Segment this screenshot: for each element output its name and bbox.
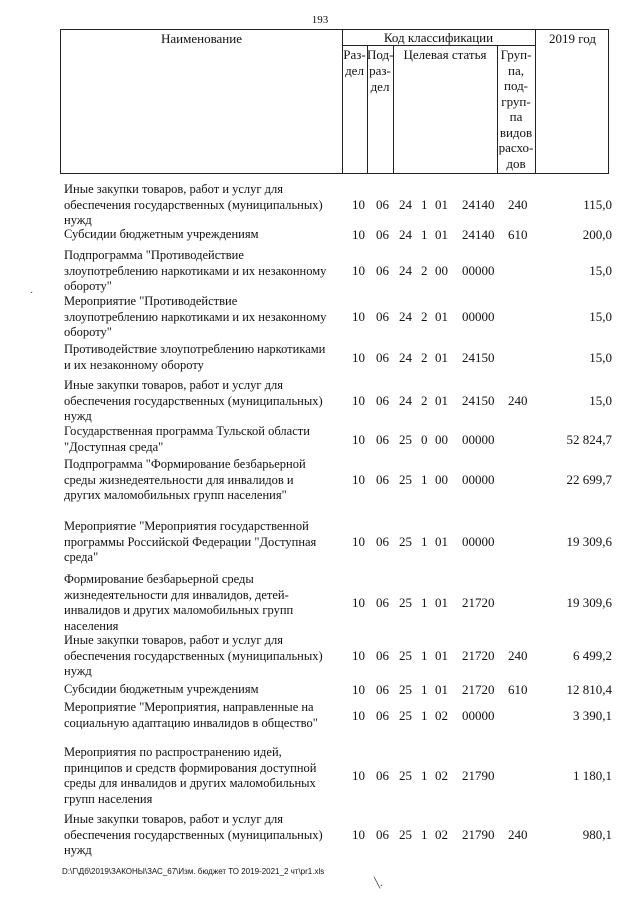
header-name: Наименование [161, 31, 242, 46]
row-code-c2: 1 [421, 708, 428, 723]
row-name: Субсидии бюджетным учреждениям [64, 227, 259, 241]
row-code-r: 10 [352, 197, 365, 212]
row-name: Иные закупки товаров, работ и услуг для обеспечения государственных (муниципальных) нужд [64, 633, 323, 678]
row-code-c3: 01 [435, 682, 448, 697]
row-code-c3: 01 [435, 309, 448, 324]
row-code-p: 06 [376, 350, 389, 365]
row-code-r: 10 [352, 393, 365, 408]
row-code-g: 240 [508, 827, 528, 842]
row-code-p: 06 [376, 432, 389, 447]
row-code-r: 10 [352, 472, 365, 487]
row-value-2019: 115,0 [583, 197, 612, 212]
row-value-2019: 980,1 [582, 827, 612, 842]
row-code-p: 06 [376, 227, 389, 242]
row-code-r: 10 [352, 534, 365, 549]
row-code-c4: 21790 [462, 827, 495, 842]
header-year: 2019 год [549, 31, 596, 46]
row-code-p: 06 [376, 648, 389, 663]
header-podrazdel: Под- раз- дел [367, 47, 394, 94]
row-value-2019: 15,0 [589, 393, 612, 408]
row-code-c1: 25 [399, 432, 412, 447]
scan-mark: ╲. [374, 878, 383, 889]
header-celevaya: Целевая статья [403, 47, 487, 62]
row-code-c4: 00000 [462, 534, 495, 549]
row-code-g: 610 [508, 682, 528, 697]
row-name: Мероприятие "Мероприятия государственной программы Российской Федерации "Доступная среда" [64, 519, 317, 564]
row-code-c3: 02 [435, 827, 448, 842]
row-code-p: 06 [376, 393, 389, 408]
row-code-c3: 00 [435, 432, 448, 447]
row-code-c2: 1 [421, 534, 428, 549]
row-code-p: 06 [376, 309, 389, 324]
scan-mark: · [30, 288, 34, 299]
row-name: Мероприятия по распространению идей, принципов и средств формирования доступной среды для инвалидов и других маломобильных групп населения [64, 745, 317, 806]
row-code-r: 10 [352, 648, 365, 663]
row-code-c1: 25 [399, 648, 412, 663]
row-value-2019: 3 390,1 [573, 708, 612, 723]
row-name: Субсидии бюджетным учреждениям [64, 682, 259, 696]
row-code-p: 06 [376, 472, 389, 487]
row-name: Формирование безбарьерной среды жизнедеятельности для инвалидов, детей- инвалидов и других маломобильных групп населения [64, 572, 294, 633]
row-code-g: 240 [508, 648, 528, 663]
row-code-c4: 24140 [462, 227, 495, 242]
row-code-r: 10 [352, 708, 365, 723]
row-code-c1: 24 [399, 263, 412, 278]
row-name: Иные закупки товаров, работ и услуг для обеспечения государственных (муниципальных) нужд [64, 812, 323, 857]
page-number: 193 [311, 14, 329, 26]
row-code-c4: 00000 [462, 309, 495, 324]
row-code-p: 06 [376, 708, 389, 723]
table-header [60, 29, 609, 174]
row-code-c1: 24 [399, 393, 412, 408]
row-code-c4: 24150 [462, 393, 495, 408]
row-code-c2: 0 [421, 432, 428, 447]
row-code-c1: 24 [399, 197, 412, 212]
row-code-c2: 1 [421, 827, 428, 842]
row-code-g: 240 [508, 393, 528, 408]
row-name: Подпрограмма "Противодействие злоупотреблению наркотиками и их незаконному обороту" [64, 248, 327, 293]
row-code-c1: 24 [399, 309, 412, 324]
row-code-c1: 25 [399, 768, 412, 783]
row-code-r: 10 [352, 595, 365, 610]
row-code-p: 06 [376, 827, 389, 842]
row-code-c4: 21720 [462, 648, 495, 663]
row-code-c3: 01 [435, 648, 448, 663]
row-code-c1: 25 [399, 682, 412, 697]
row-value-2019: 15,0 [589, 309, 612, 324]
row-value-2019: 6 499,2 [573, 648, 612, 663]
row-code-r: 10 [352, 827, 365, 842]
row-code-p: 06 [376, 197, 389, 212]
row-code-c3: 02 [435, 768, 448, 783]
row-code-c1: 25 [399, 708, 412, 723]
row-code-c1: 24 [399, 227, 412, 242]
row-code-r: 10 [352, 309, 365, 324]
row-code-c4: 24150 [462, 350, 495, 365]
row-code-c3: 01 [435, 350, 448, 365]
row-name: Государственная программа Тульской области "Доступная среда" [64, 424, 310, 454]
row-code-c3: 01 [435, 534, 448, 549]
row-code-c2: 1 [421, 682, 428, 697]
row-code-p: 06 [376, 768, 389, 783]
row-code-c3: 02 [435, 708, 448, 723]
row-code-p: 06 [376, 263, 389, 278]
row-code-r: 10 [352, 432, 365, 447]
header-code: Код классификации [383, 30, 494, 45]
row-code-c1: 25 [399, 595, 412, 610]
row-code-c2: 1 [421, 472, 428, 487]
row-code-c3: 01 [435, 227, 448, 242]
row-code-c4: 00000 [462, 708, 495, 723]
row-code-c4: 21720 [462, 595, 495, 610]
row-code-r: 10 [352, 682, 365, 697]
row-code-c2: 1 [421, 197, 428, 212]
row-name: Мероприятие "Противодействие злоупотреблению наркотиками и их незаконному обороту" [64, 294, 327, 339]
row-code-c1: 25 [399, 827, 412, 842]
row-value-2019: 15,0 [589, 263, 612, 278]
row-value-2019: 22 699,7 [566, 472, 612, 487]
row-name: Мероприятие "Мероприятия, направленные на социальную адаптацию инвалидов в общество" [64, 700, 318, 730]
header-gruppa: Груп- па, под- груп- па видов расхо- дов [498, 47, 534, 171]
row-code-c4: 21790 [462, 768, 495, 783]
row-code-c2: 1 [421, 227, 428, 242]
row-code-r: 10 [352, 350, 365, 365]
row-code-c4: 00000 [462, 263, 495, 278]
row-code-c3: 01 [435, 197, 448, 212]
row-code-c4: 00000 [462, 472, 495, 487]
row-code-c1: 25 [399, 472, 412, 487]
row-code-c3: 01 [435, 595, 448, 610]
row-code-c2: 1 [421, 595, 428, 610]
file-path-footer: D:\Г\Дб\2019\ЗАКОНЫ\ЗАС_67\Изм. бюджет ТО 2019-2021_2 чт\pr1.xls [62, 867, 325, 876]
row-code-c4: 24140 [462, 197, 495, 212]
row-code-c3: 01 [435, 393, 448, 408]
row-code-c1: 24 [399, 350, 412, 365]
row-code-p: 06 [376, 682, 389, 697]
row-value-2019: 1 180,1 [573, 768, 612, 783]
row-code-c2: 2 [421, 263, 428, 278]
row-name: Иные закупки товаров, работ и услуг для обеспечения государственных (муниципальных) нужд [64, 182, 323, 227]
row-value-2019: 19 309,6 [566, 595, 612, 610]
row-value-2019: 52 824,7 [566, 432, 612, 447]
row-code-c1: 25 [399, 534, 412, 549]
row-code-c4: 00000 [462, 432, 495, 447]
row-value-2019: 15,0 [589, 350, 612, 365]
row-code-r: 10 [352, 263, 365, 278]
row-code-p: 06 [376, 595, 389, 610]
row-name: Иные закупки товаров, работ и услуг для обеспечения государственных (муниципальных) нужд [64, 378, 323, 423]
row-name: Противодействие злоупотреблению наркотиками и их незаконному обороту [64, 342, 326, 372]
row-code-c2: 2 [421, 350, 428, 365]
row-code-c3: 00 [435, 263, 448, 278]
row-code-r: 10 [352, 768, 365, 783]
row-code-c3: 00 [435, 472, 448, 487]
row-code-c4: 21720 [462, 682, 495, 697]
row-code-c2: 1 [421, 648, 428, 663]
row-value-2019: 19 309,6 [566, 534, 612, 549]
header-razdel: Раз- дел [343, 47, 366, 78]
row-code-g: 240 [508, 197, 528, 212]
row-code-p: 06 [376, 534, 389, 549]
row-name: Подпрограмма "Формирование безбарьерной среды жизнедеятельности для инвалидов и других маломобильных групп населения" [64, 457, 306, 502]
row-code-r: 10 [352, 227, 365, 242]
row-value-2019: 200,0 [582, 227, 612, 242]
row-code-c2: 2 [421, 393, 428, 408]
row-code-c2: 1 [421, 768, 428, 783]
row-value-2019: 12 810,4 [566, 682, 612, 697]
row-code-c2: 2 [421, 309, 428, 324]
row-code-g: 610 [508, 227, 528, 242]
